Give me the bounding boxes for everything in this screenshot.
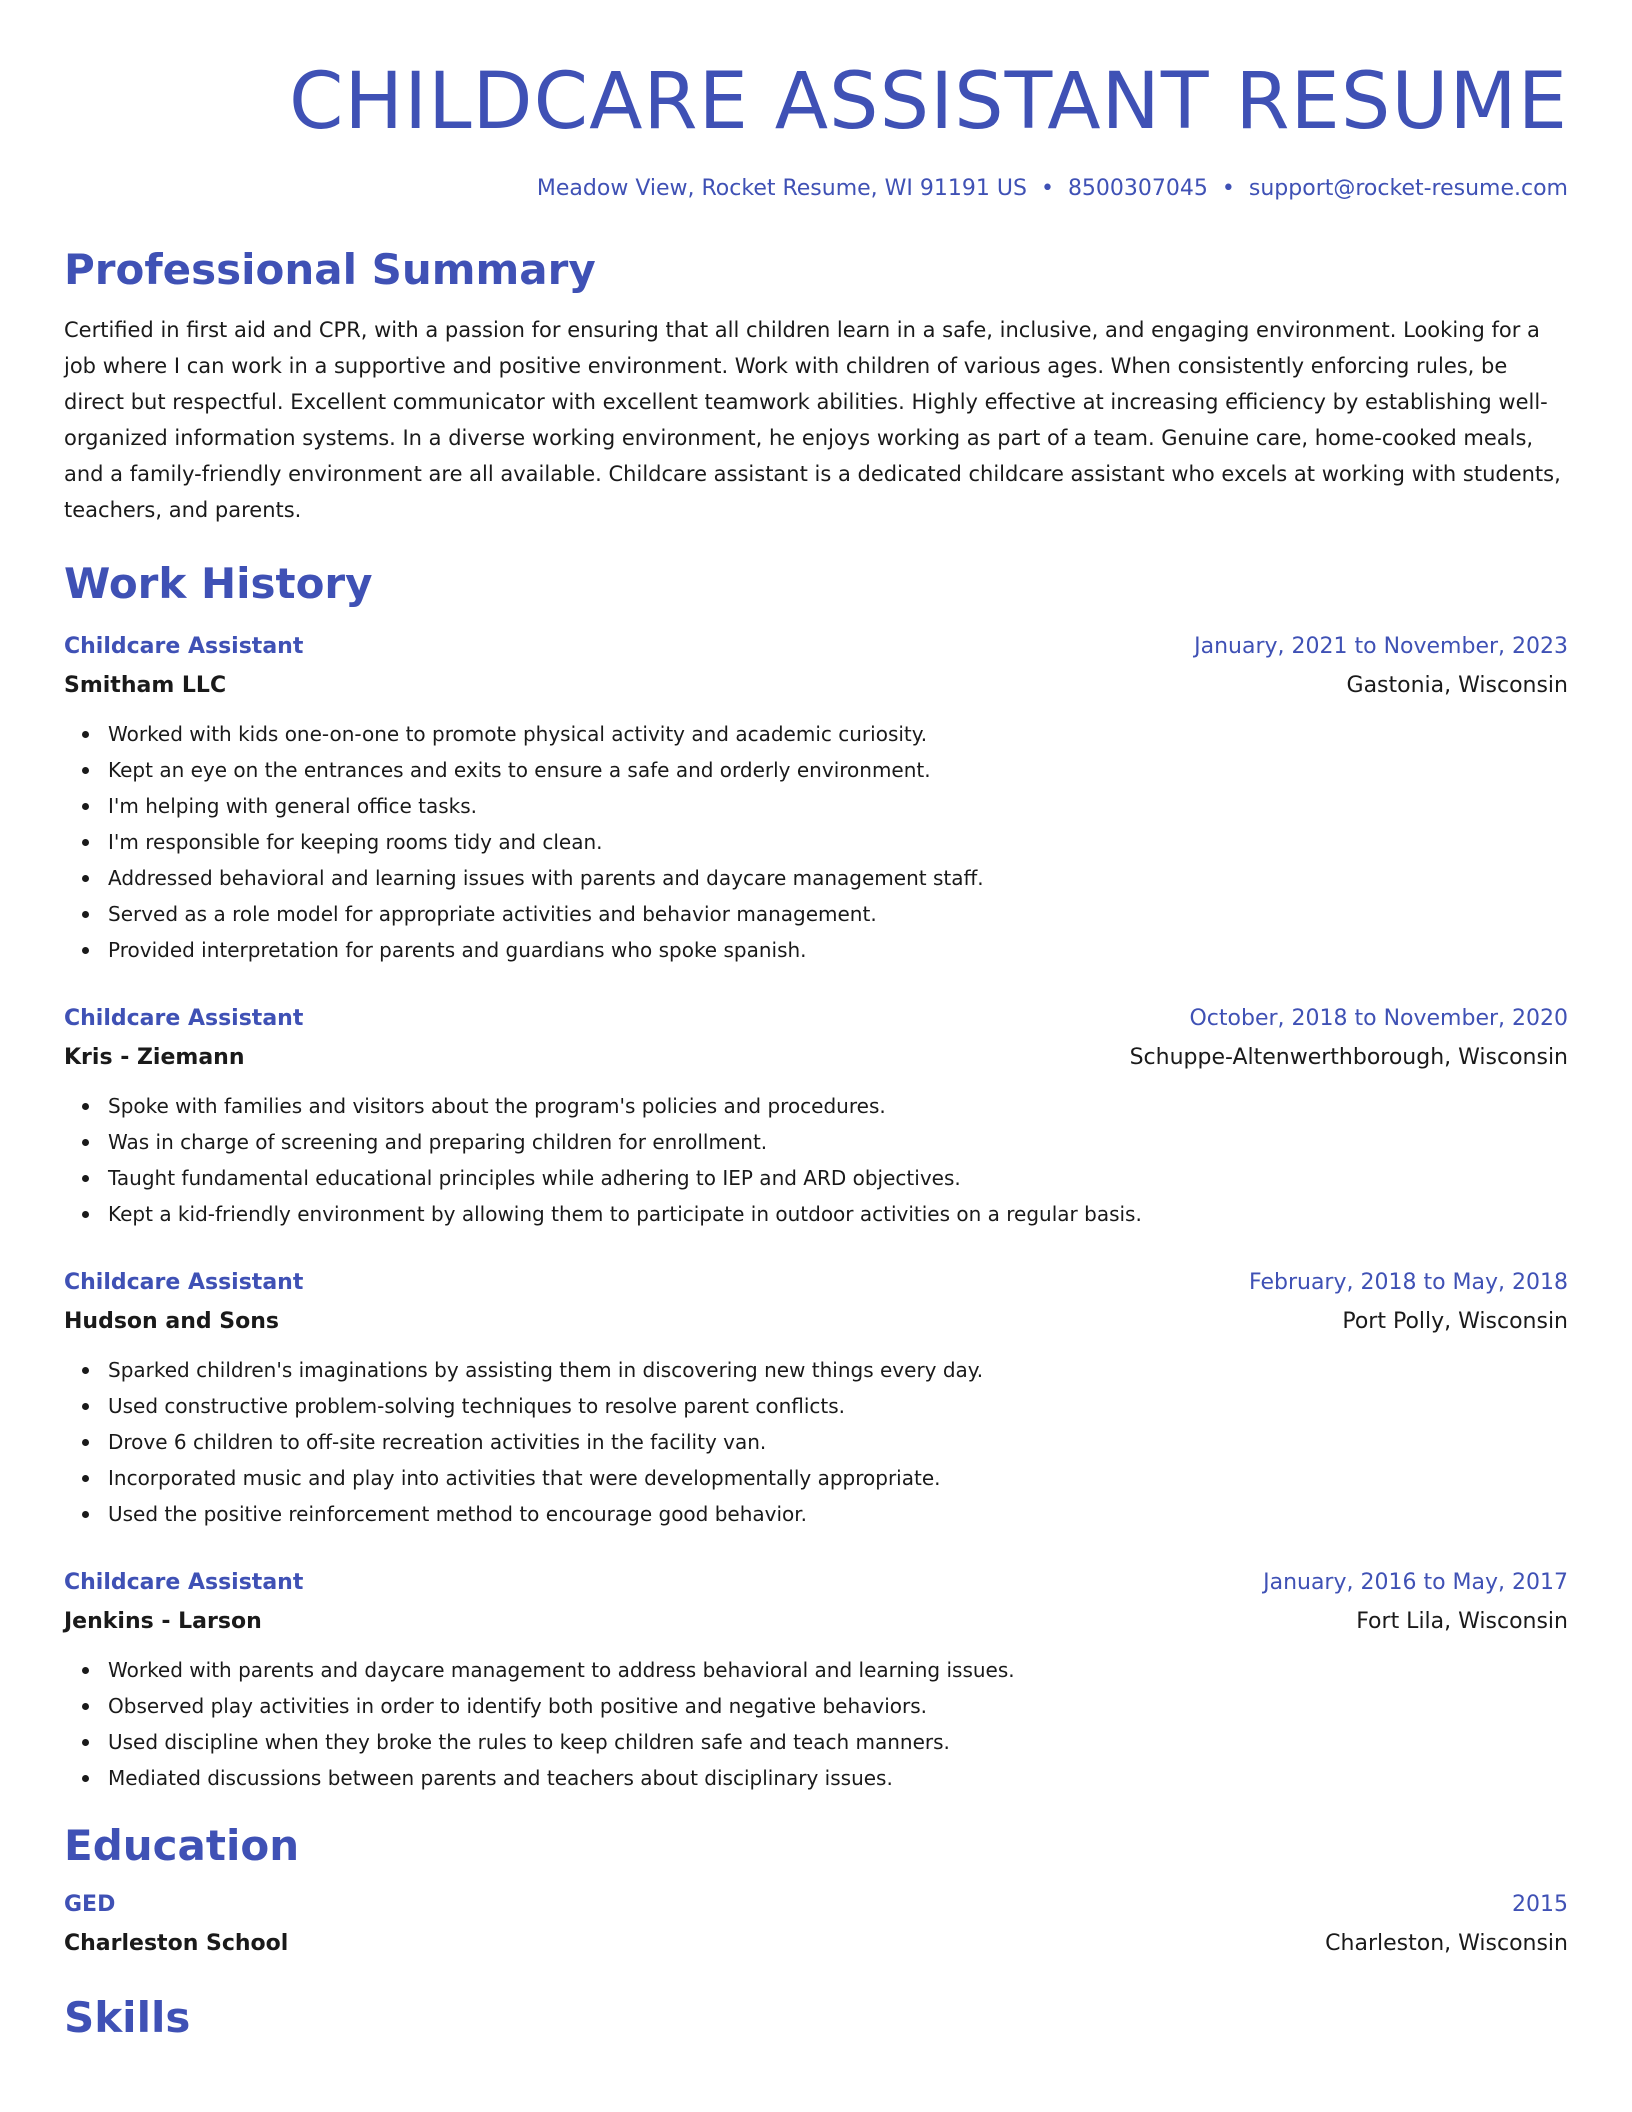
job-bullet: Addressed behavioral and learning issues with parents and daycare management staff. [108, 860, 1568, 896]
job-location: Port Polly, Wisconsin [1342, 1309, 1568, 1334]
job-bullet: Spoke with families and visitors about the program's policies and procedures. [108, 1088, 1568, 1124]
contact-separator: • [1040, 176, 1054, 201]
education-header-row [64, 1886, 1568, 1924]
job-bullets [64, 1352, 1568, 1532]
job-bullet: Kept a kid-friendly environment by allowing them to participate in outdoor activities on a regular basis. [108, 1196, 1568, 1232]
resume-header [64, 52, 1568, 204]
job-company-row [64, 666, 1568, 706]
job-company-row [64, 1302, 1568, 1342]
job-bullet: Mediated discussions between parents and teachers about disciplinary issues. [108, 1760, 1568, 1796]
job-bullet: Incorporated music and play into activities that were developmentally appropriate. [108, 1460, 1568, 1496]
skills-section [64, 1990, 1568, 2046]
work-history-section [64, 556, 1568, 1796]
job-dates: October, 2018 to November, 2020 [1189, 1006, 1568, 1031]
job-company-row [64, 1038, 1568, 1078]
resume-title: CHILDCARE ASSISTANT RESUME [288, 57, 1568, 147]
job-company: Jenkins - Larson [64, 1609, 262, 1634]
education-heading: Education [64, 1821, 300, 1870]
job-entry [64, 1564, 1568, 1796]
job-header-row [64, 1264, 1568, 1302]
job-bullet: Kept an eye on the entrances and exits to ensure a safe and orderly environment. [108, 752, 1568, 788]
job-title: Childcare Assistant [64, 1270, 304, 1295]
contact-separator: • [1221, 176, 1235, 201]
job-entry [64, 1264, 1568, 1532]
work-history-heading: Work History [64, 559, 373, 608]
job-entry [64, 628, 1568, 968]
job-company: Kris - Ziemann [64, 1045, 245, 1070]
job-bullet: I'm responsible for keeping rooms tidy and clean. [108, 824, 1568, 860]
job-dates: January, 2021 to November, 2023 [1194, 634, 1568, 659]
professional-summary-section [64, 242, 1568, 528]
professional-summary-text: Certified in first aid and CPR, with a passion for ensuring that all children learn in a safe, inclusive, and engaging environment. Looking for a job where I can work in a supportive and positive environment. Work with children of various ages. When consistently enforcing rules, be direct but respectful. Excellent communicator with excellent teamwork abilities. Highly effective at increasing efficiency by establishing well-organized information systems. In a diverse working environment, he enjoys working as part of a team. Genuine care, home-cooked meals, and a family-friendly environment are all available. Childcare assistant is a dedicated childcare assistant who excels at working with students, teachers, and parents. [64, 318, 1561, 522]
job-title: Childcare Assistant [64, 634, 304, 659]
job-dates: January, 2016 to May, 2017 [1263, 1570, 1568, 1595]
job-bullet: Served as a role model for appropriate activities and behavior management. [108, 896, 1568, 932]
job-location: Schuppe-Altenwerthborough, Wisconsin [1129, 1045, 1568, 1070]
job-bullet: Was in charge of screening and preparing children for enrollment. [108, 1124, 1568, 1160]
contact-phone: 8500307045 [1067, 176, 1208, 201]
job-bullet: Used discipline when they broke the rules to keep children safe and teach manners. [108, 1724, 1568, 1760]
education-section [64, 1818, 1568, 1964]
job-title: Childcare Assistant [64, 1006, 304, 1031]
job-bullet: Worked with parents and daycare management to address behavioral and learning issues. [108, 1652, 1568, 1688]
education-degree: GED [64, 1892, 116, 1917]
education-entry [64, 1886, 1568, 1964]
job-company: Smitham LLC [64, 673, 227, 698]
education-location: Charleston, Wisconsin [1325, 1931, 1568, 1956]
job-bullet: Used the positive reinforcement method to encourage good behavior. [108, 1496, 1568, 1532]
job-bullet: Used constructive problem-solving techniques to resolve parent conflicts. [108, 1388, 1568, 1424]
job-entry [64, 1000, 1568, 1232]
contact-line [64, 174, 1568, 204]
job-location: Gastonia, Wisconsin [1346, 673, 1568, 698]
job-location: Fort Lila, Wisconsin [1356, 1609, 1568, 1634]
job-header-row [64, 628, 1568, 666]
job-company: Hudson and Sons [64, 1309, 279, 1334]
job-bullets [64, 716, 1568, 968]
job-title: Childcare Assistant [64, 1570, 304, 1595]
job-bullets [64, 1652, 1568, 1796]
job-bullet: Observed play activities in order to identify both positive and negative behaviors. [108, 1688, 1568, 1724]
education-school: Charleston School [64, 1931, 289, 1956]
education-year: 2015 [1512, 1892, 1568, 1917]
job-bullet: I'm helping with general office tasks. [108, 788, 1568, 824]
education-school-row [64, 1924, 1568, 1964]
job-bullet: Sparked children's imaginations by assisting them in discovering new things every day. [108, 1352, 1568, 1388]
job-header-row [64, 1564, 1568, 1602]
job-bullets [64, 1088, 1568, 1232]
contact-email: support@rocket-resume.com [1248, 176, 1568, 201]
professional-summary-heading: Professional Summary [64, 245, 596, 294]
skills-heading: Skills [64, 1993, 191, 2042]
contact-address: Meadow View, Rocket Resume, WI 91191 US [536, 176, 1027, 201]
job-bullet: Taught fundamental educational principles while adhering to IEP and ARD objectives. [108, 1160, 1568, 1196]
job-bullet: Provided interpretation for parents and guardians who spoke spanish. [108, 932, 1568, 968]
job-bullet: Drove 6 children to off-site recreation activities in the facility van. [108, 1424, 1568, 1460]
job-dates: February, 2018 to May, 2018 [1249, 1270, 1568, 1295]
job-bullet: Worked with kids one-on-one to promote physical activity and academic curiosity. [108, 716, 1568, 752]
job-header-row [64, 1000, 1568, 1038]
job-company-row [64, 1602, 1568, 1642]
